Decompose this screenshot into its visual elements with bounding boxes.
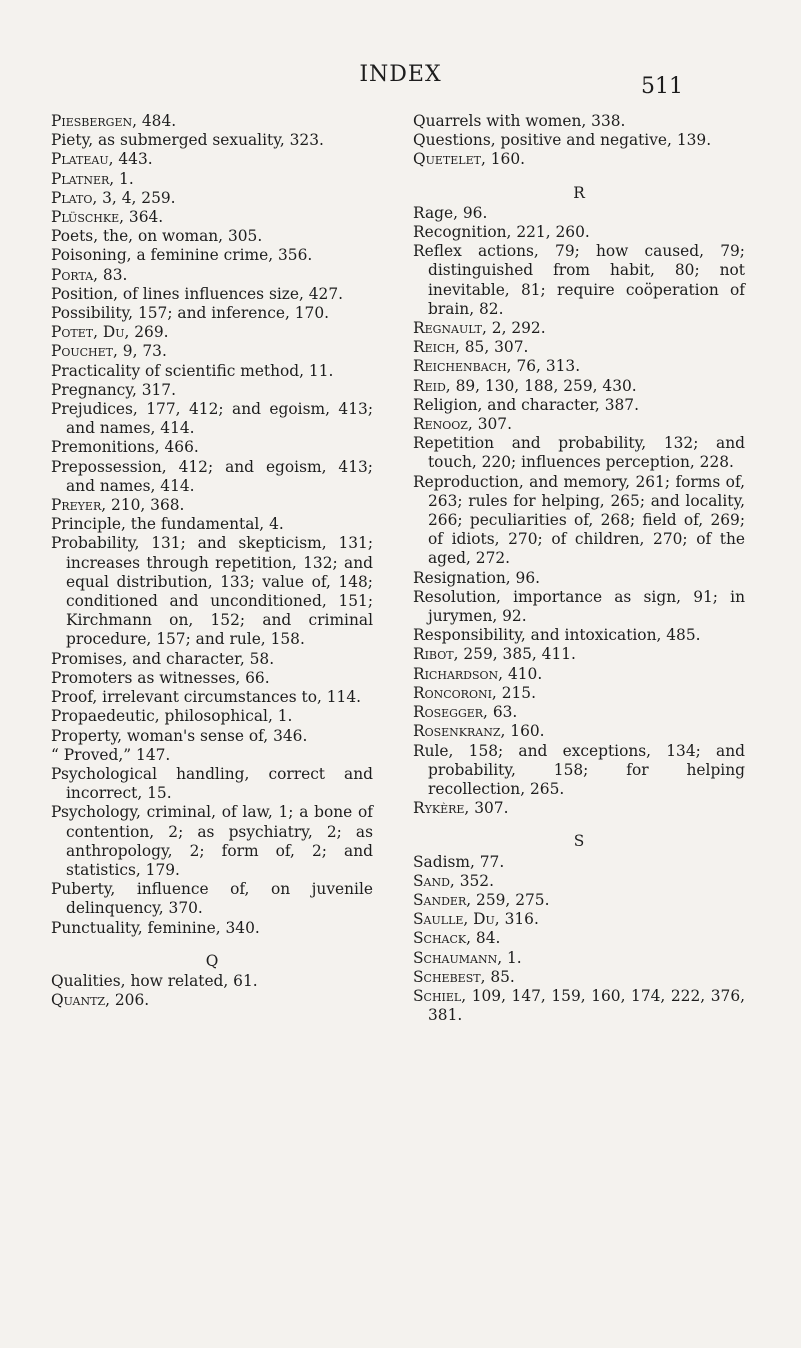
index-entry: Prejudices, 177, 412; and egoism, 413; and names, 414. <box>51 400 373 438</box>
index-entry: Promoters as witnesses, 66. <box>51 668 270 687</box>
index-entry: Repetition and probability, 132; and touch, 220; influences perception, 228. <box>413 434 745 472</box>
index-entry: Proof, irrelevant circumstances to, 114. <box>51 688 362 707</box>
page-title: INDEX <box>359 62 442 87</box>
index-entry: Qualities, how related, 61. <box>51 971 258 990</box>
index-entry: Plüschke, 364. <box>51 208 164 227</box>
index-entry: Religion, and character, 387. <box>413 395 639 414</box>
index-entry: Pouchet, 9, 73. <box>51 342 167 361</box>
index-entry: Promises, and character, 58. <box>51 649 275 668</box>
index-entry: Schebest, 85. <box>413 967 515 986</box>
index-entry: Schack, 84. <box>413 929 501 948</box>
index-entry: Schiel, 109, 147, 159, 160, 174, 222, 376, 381. <box>413 986 745 1025</box>
index-entry: Rule, 158; and exceptions, 134; and probability, 158; for helping recollection, 265. <box>413 741 745 798</box>
index-entry: Propaedeutic, philosophical, 1. <box>51 707 293 726</box>
index-entry: Rosegger, 63. <box>413 703 518 722</box>
index-entry: Rosenkranz, 160. <box>413 722 545 741</box>
index-entry: Possibility, 157; and inference, 170. <box>51 304 330 323</box>
index-entry: Rykère, 307. <box>413 799 509 818</box>
index-entry: Premonitions, 466. <box>51 438 199 457</box>
index-entry: Sand, 352. <box>413 871 494 890</box>
index-entry: Probability, 131; and skepticism, 131; increases through repetition, 132; and equal distribution, 133; value of, 148; conditioned and unconditioned, 151; Kirchmann on, 152; and criminal procedure, 157; and rule, 158. <box>51 534 373 649</box>
index-entry: Richardson, 410. <box>413 664 543 683</box>
index-entry: Schaumann, 1. <box>413 948 522 967</box>
index-entry: Resolution, importance as sign, 91; in jurymen, 92. <box>413 587 745 626</box>
index-entry: Principle, the fundamental, 4. <box>51 515 284 534</box>
page-header <box>0 62 801 102</box>
index-entry: Reich, 85, 307. <box>413 338 529 357</box>
index-entry: Quetelet, 160. <box>413 150 526 169</box>
index-entry: Prepossession, 412; and egoism, 413; and names, 414. <box>51 457 373 495</box>
index-column-left <box>51 112 373 1010</box>
section-letter: Q <box>205 951 219 970</box>
page-number: 511 <box>641 74 683 99</box>
index-entry: Potet, Du, 269. <box>51 323 169 342</box>
index-column-right <box>413 112 745 1025</box>
index-entry: Resignation, 96. <box>413 568 541 587</box>
index-entry: Ribot, 259, 385, 411. <box>413 645 576 664</box>
index-entry: Roncoroni, 215. <box>413 683 536 702</box>
index-entry: Reichenbach, 76, 313. <box>413 357 581 376</box>
index-entry: Saulle, Du, 316. <box>413 910 539 929</box>
index-entry: Renooz, 307. <box>413 415 512 434</box>
index-entry: Position, of lines influences size, 427. <box>51 284 344 303</box>
index-entry: Piesbergen, 484. <box>51 112 177 130</box>
index-entry: Reid, 89, 130, 188, 259, 430. <box>413 376 637 395</box>
index-entry: Recognition, 221, 260. <box>413 223 590 242</box>
index-entry: Reproduction, and memory, 261; forms of, 263; rules for helping, 265; and locality, 266; peculiarities of, 268; field of, 269; of idiots, 270; of children, 270; of the aged, 272. <box>413 472 745 568</box>
section-letter: R <box>573 183 585 202</box>
index-entry: Preyer, 210, 368. <box>51 496 185 515</box>
index-entry: Pregnancy, 317. <box>51 380 176 399</box>
index-entry: Piety, as submerged sexuality, 323. <box>51 131 324 150</box>
index-entry: Plato, 3, 4, 259. <box>51 188 176 207</box>
index-entry: “ Proved,” 147. <box>51 745 171 764</box>
index-entry: Property, woman's sense of, 346. <box>51 726 308 745</box>
index-entry: Practicality of scientific method, 11. <box>51 361 334 380</box>
index-entry: Sadism, 77. <box>413 852 505 871</box>
index-entry: Poets, the, on woman, 305. <box>51 227 263 246</box>
index-entry: Reflex actions, 79; how caused, 79; distinguished from habit, 80; not inevitable, 81; require coöperation of brain, 82. <box>413 242 745 318</box>
index-entry: Porta, 83. <box>51 265 128 284</box>
index-entry: Poisoning, a feminine crime, 356. <box>51 246 313 265</box>
index-entry: Platner, 1. <box>51 169 134 188</box>
index-entry: Sander, 259, 275. <box>413 890 550 909</box>
index-entry: Punctuality, feminine, 340. <box>51 918 260 937</box>
index-entry: Quantz, 206. <box>51 991 150 1010</box>
index-entry: Plateau, 443. <box>51 150 153 169</box>
index-entry: Puberty, influence of, on juvenile delinquency, 370. <box>51 880 373 918</box>
index-entry: Regnault, 2, 292. <box>413 319 546 338</box>
index-entry: Psychological handling, correct and incorrect, 15. <box>51 764 373 803</box>
index-entry: Psychology, criminal, of law, 1; a bone of contention, 2; as psychiatry, 2; as anthropology, 2; form of, 2; and statistics, 179. <box>51 803 373 879</box>
section-letter: S <box>573 832 585 851</box>
index-entry: Responsibility, and intoxication, 485. <box>413 626 701 645</box>
index-entry: Quarrels with women, 338. <box>413 112 626 130</box>
index-entry: Rage, 96. <box>413 203 488 222</box>
index-entry: Questions, positive and negative, 139. <box>413 131 712 150</box>
